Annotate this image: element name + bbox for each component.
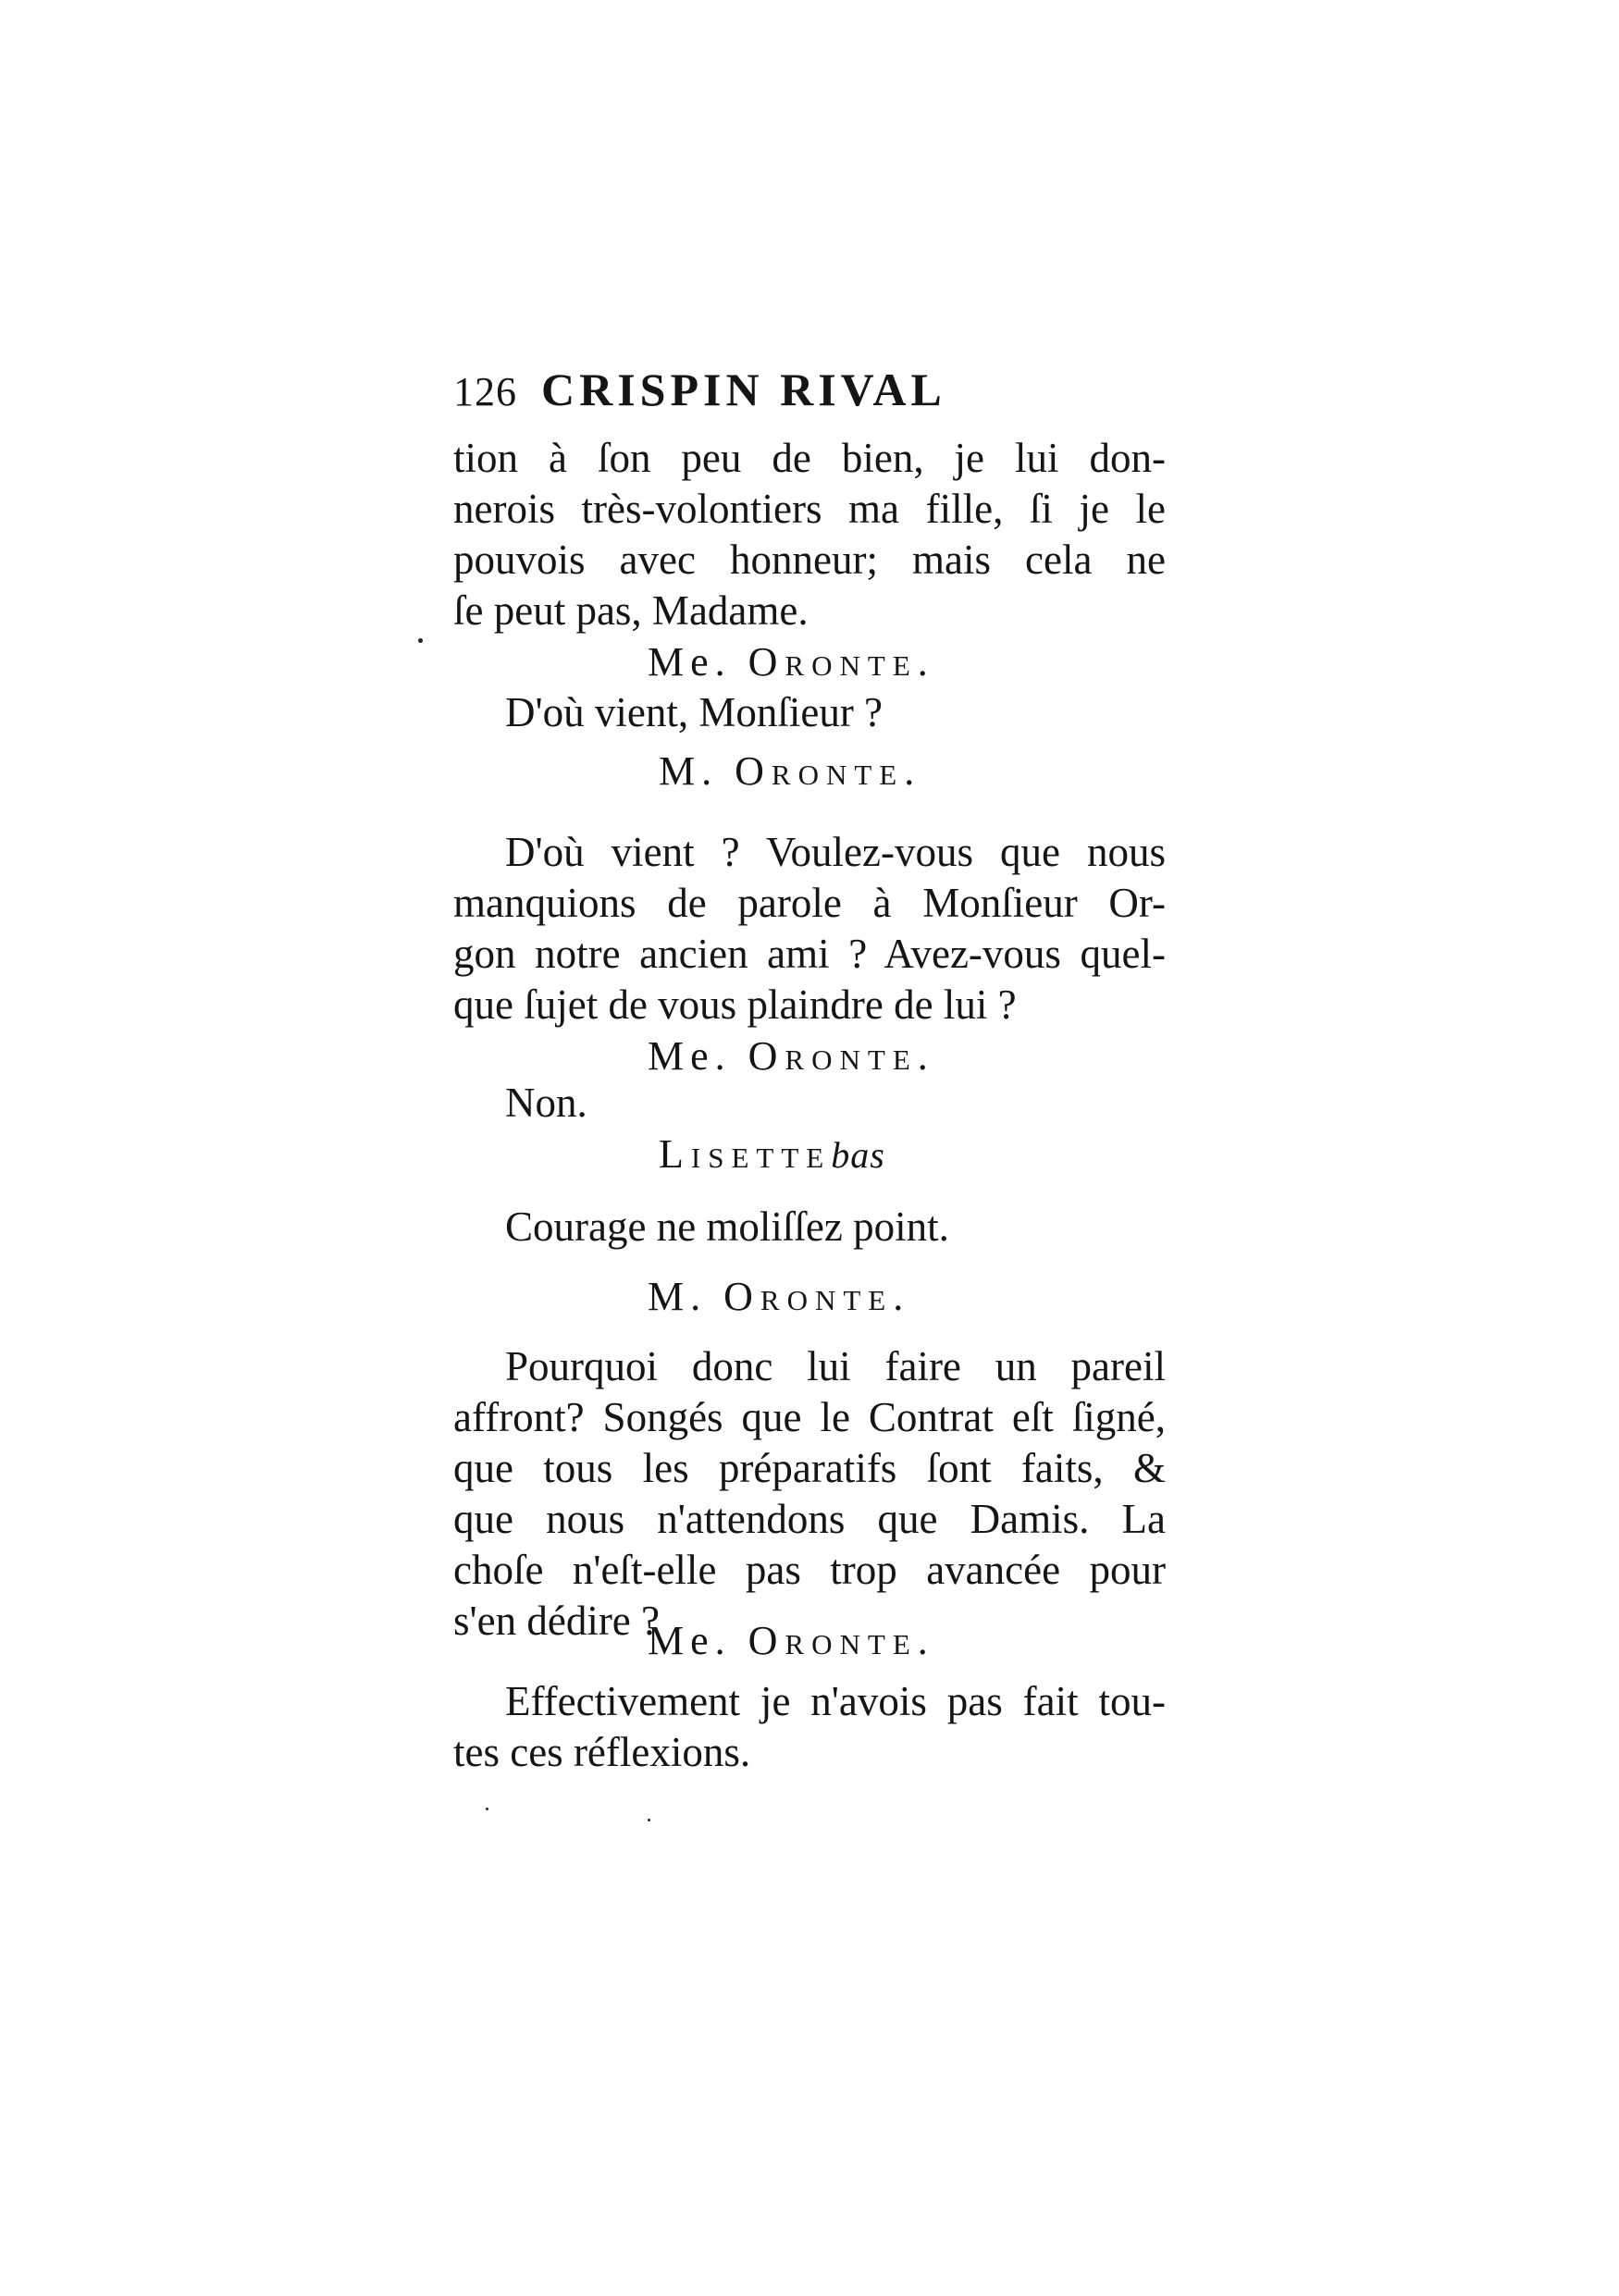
text-line: Pourquoi donc lui faire un pareil <box>505 1343 1166 1389</box>
ink-speck <box>418 638 423 643</box>
page-number: 126 <box>453 369 517 414</box>
paragraph-continuation <box>453 433 1166 636</box>
speech-paragraph <box>453 1676 1166 1778</box>
text-line: que tous les préparatifs ſont faits, & <box>453 1445 1166 1491</box>
speaker-name: Oronte. <box>723 1274 911 1319</box>
speaker-prefix: M. <box>648 1274 724 1319</box>
text-line: que nous n'attendons que Damis. La <box>453 1496 1166 1542</box>
speech-line: Non. <box>505 1080 587 1126</box>
speaker-name: Oronte. <box>735 748 922 794</box>
text-line: ſe peut pas, Madame. <box>453 587 809 634</box>
text-line: tion à ſon peu de bien, je lui don- <box>453 435 1166 481</box>
text-line: nerois très-volontiers ma fille, ſi je le <box>453 486 1166 532</box>
speaker-prefix: Me. <box>648 639 748 685</box>
running-header <box>453 363 1166 427</box>
text-line: affront? Songés que le Contrat eſt ſigné, <box>453 1394 1166 1440</box>
speaker-name: Lisette <box>659 1131 832 1177</box>
stage-direction: bas <box>831 1134 885 1176</box>
ink-speck <box>648 1819 650 1821</box>
speech-line: D'où vient, Monſieur ? <box>505 689 884 735</box>
speaker-prefix: M. <box>659 748 735 794</box>
text-line: s'en dédire ? <box>453 1598 661 1644</box>
text-line: gon notre ancien ami ? Avez-vous quel- <box>453 931 1166 977</box>
speech-paragraph <box>453 827 1166 1031</box>
speaker-heading <box>648 1032 935 1080</box>
text-line: D'où vient ? Voulez-vous que nous <box>505 829 1166 875</box>
speaker-heading <box>648 1273 910 1320</box>
speaker-heading <box>648 1617 935 1664</box>
speech-line: Courage ne moliſſez point. <box>505 1204 949 1250</box>
speaker-name: Oronte. <box>748 1618 935 1663</box>
speaker-prefix: Me. <box>648 1033 748 1079</box>
speaker-name: Oronte. <box>748 1033 935 1079</box>
text-line: pouvois avec honneur; mais cela ne <box>453 537 1166 583</box>
text-line: tes ces réflexions. <box>453 1729 751 1775</box>
speaker-name: Oronte. <box>748 639 935 685</box>
text-line: Effectivement je n'avois pas fait tou- <box>505 1678 1166 1724</box>
text-line: que ſujet de vous plaindre de lui ? <box>453 981 1017 1028</box>
speech-paragraph <box>453 1341 1166 1647</box>
ink-speck <box>486 1808 488 1810</box>
speaker-heading <box>659 1130 885 1178</box>
speaker-heading <box>659 747 921 795</box>
speaker-heading <box>648 638 935 685</box>
speaker-prefix: Me. <box>648 1618 748 1663</box>
running-title: CRISPIN RIVAL <box>541 364 946 415</box>
text-line: choſe n'eſt-elle pas trop avancée pour <box>453 1547 1166 1593</box>
text-line: manquions de parole à Monſieur Or- <box>453 880 1166 926</box>
